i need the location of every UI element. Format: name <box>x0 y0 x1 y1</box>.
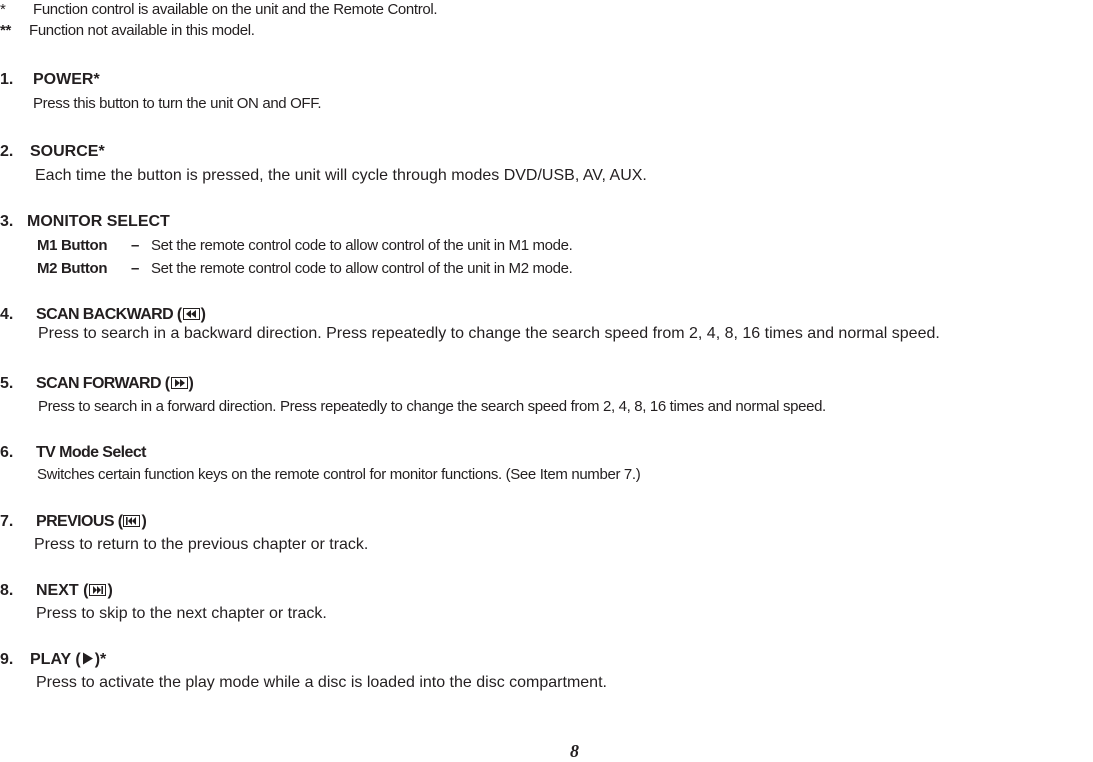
item-number: 3. <box>0 213 14 230</box>
item-number: 2. <box>0 143 14 160</box>
item-desc-previous: Press to return to the previous chapter or track. <box>34 536 369 553</box>
m2-button-label: M2 Button <box>37 260 108 277</box>
title-text: SCAN FORWARD ( <box>36 375 170 392</box>
item-number: 5. <box>0 375 14 392</box>
item-desc-power: Press this button to turn the unit ON and OFF. <box>33 95 322 112</box>
item-number: 9. <box>0 651 14 668</box>
item-number: 4. <box>0 306 14 323</box>
page-number: 8 <box>570 741 579 761</box>
m2-dash: – <box>131 260 139 277</box>
item-number: 7. <box>0 513 14 530</box>
item-number: 1. <box>0 71 14 88</box>
item-desc-tv-mode-select: Switches certain function keys on the remote control for monitor functions. (See Item number 7.) <box>37 466 641 483</box>
title-text: PLAY ( <box>30 651 81 668</box>
item-number: 6. <box>0 444 14 461</box>
item-title-previous <box>36 513 146 532</box>
previous-icon <box>123 514 140 532</box>
m1-button-label: M1 Button <box>37 237 108 254</box>
m1-dash: – <box>131 237 139 254</box>
title-text: ) <box>141 513 147 530</box>
title-text: NEXT ( <box>36 582 89 599</box>
title-text: PREVIOUS ( <box>36 513 123 530</box>
title-text: )* <box>94 651 107 668</box>
item-title-source: SOURCE* <box>30 143 105 160</box>
item-number: 8. <box>0 582 14 599</box>
play-icon <box>82 652 94 670</box>
scan-forward-icon <box>171 376 188 394</box>
title-text: SCAN BACKWARD ( <box>36 306 182 323</box>
item-desc-play: Press to activate the play mode while a disc is loaded into the disc compartment. <box>36 674 607 691</box>
title-text: ) <box>107 582 113 599</box>
scan-backward-icon <box>183 307 200 325</box>
item-title-scan-forward <box>36 375 193 394</box>
item-title-power: POWER* <box>33 71 100 88</box>
title-text: ) <box>200 306 206 323</box>
item-desc-next: Press to skip to the next chapter or track. <box>36 605 327 622</box>
m2-desc: Set the remote control code to allow control of the unit in M2 mode. <box>151 260 573 277</box>
m1-desc: Set the remote control code to allow control of the unit in M1 mode. <box>151 237 573 254</box>
item-desc-scan-forward: Press to search in a forward direction. Press repeatedly to change the search speed from 2, 4, 8, 16 times and normal speed. <box>38 398 826 415</box>
item-title-monitor-select: MONITOR SELECT <box>27 213 170 230</box>
item-desc-scan-backward: Press to search in a backward direction. Press repeatedly to change the search speed from 2, 4, 8, 16 times and normal speed. <box>38 325 940 342</box>
note-text-double: Function not available in this model. <box>29 22 255 39</box>
note-mark-single: * <box>0 1 6 18</box>
item-title-play <box>30 651 106 670</box>
next-icon <box>89 583 106 601</box>
note-text-single: Function control is available on the unit and the Remote Control. <box>33 1 438 18</box>
item-title-tv-mode-select: TV Mode Select <box>36 444 146 461</box>
item-title-next <box>36 582 113 601</box>
item-desc-source: Each time the button is pressed, the unit will cycle through modes DVD/USB, AV, AUX. <box>35 167 647 184</box>
title-text: ) <box>188 375 194 392</box>
item-title-scan-backward <box>36 306 205 325</box>
note-mark-double: ** <box>0 22 11 39</box>
